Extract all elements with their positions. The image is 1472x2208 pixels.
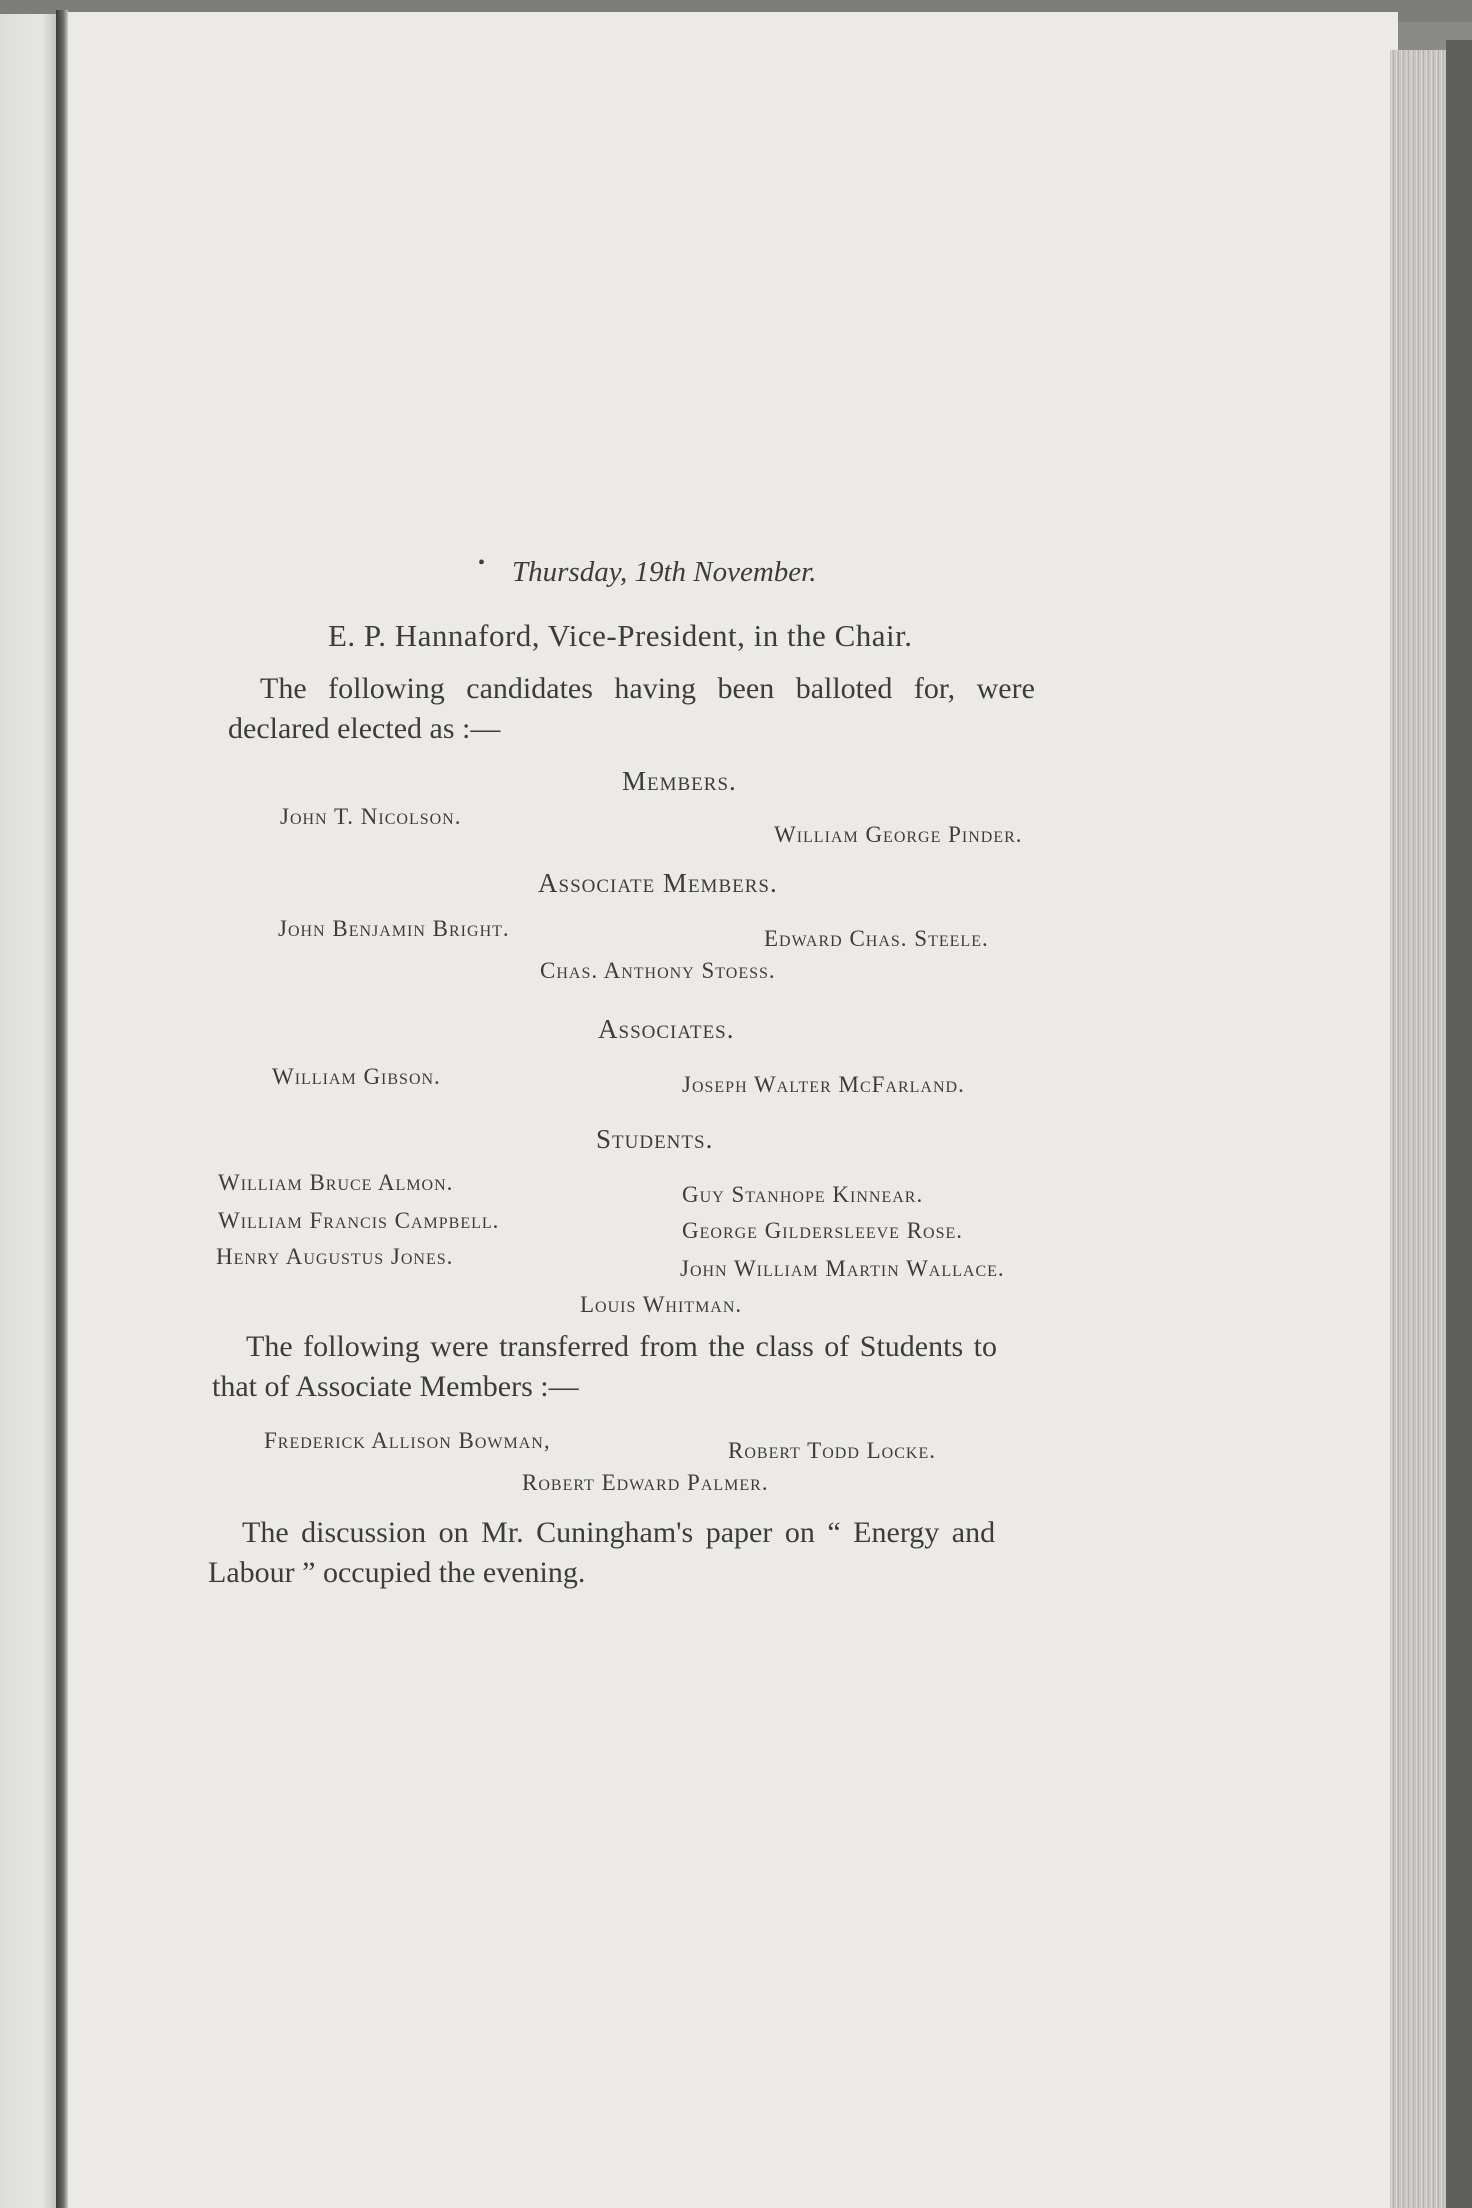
page-stack-edges [1390, 50, 1450, 2208]
associate-members-heading: Associate Members. [538, 868, 778, 898]
transfer-line-1: The following were transferred from the class of Students to [246, 1330, 997, 1363]
student-name: William Bruce Almon. [218, 1170, 454, 1195]
associate-member-name: Chas. Anthony Stoess. [540, 958, 776, 983]
transferred-name: Robert Edward Palmer. [522, 1470, 769, 1495]
associates-heading: Associates. [598, 1014, 735, 1044]
member-name: John T. Nicolson. [280, 804, 462, 829]
transferred-name: Robert Todd Locke. [728, 1438, 936, 1463]
members-heading: Members. [622, 766, 737, 796]
student-name: Henry Augustus Jones. [216, 1244, 454, 1269]
meeting-date: Thursday, 19th November. [512, 556, 817, 588]
associate-member-name: John Benjamin Bright. [278, 916, 510, 941]
transferred-name: Frederick Allison Bowman, [264, 1428, 551, 1453]
intro-line-1: The following candidates having been balloted for, were [260, 672, 1035, 705]
student-name: Guy Stanhope Kinnear. [682, 1182, 924, 1207]
associate-member-name: Edward Chas. Steele. [764, 926, 989, 951]
bullet-mark: • [478, 552, 486, 574]
closing-line-1: The discussion on Mr. Cuningham's paper on “ Energy and [242, 1516, 996, 1549]
chair-line: E. P. Hannaford, Vice-President, in the Chair. [328, 618, 913, 653]
associate-name: William Gibson. [272, 1064, 441, 1089]
student-name: Louis Whitman. [580, 1292, 743, 1317]
students-heading: Students. [596, 1124, 714, 1154]
student-name: John William Martin Wallace. [680, 1256, 1005, 1281]
intro-line-2: declared elected as :— [228, 712, 501, 745]
member-name: William George Pinder. [774, 822, 1023, 847]
book-gutter [56, 10, 68, 2208]
facing-page-edge [0, 14, 60, 2208]
student-name: George Gildersleeve Rose. [682, 1218, 964, 1243]
book-page [68, 12, 1398, 2208]
closing-line-2: Labour ” occupied the evening. [208, 1556, 586, 1589]
book-cover-edge [1446, 40, 1472, 2208]
associate-name: Joseph Walter McFarland. [682, 1072, 965, 1097]
transfer-line-2: that of Associate Members :— [212, 1370, 579, 1403]
student-name: William Francis Campbell. [218, 1208, 500, 1233]
